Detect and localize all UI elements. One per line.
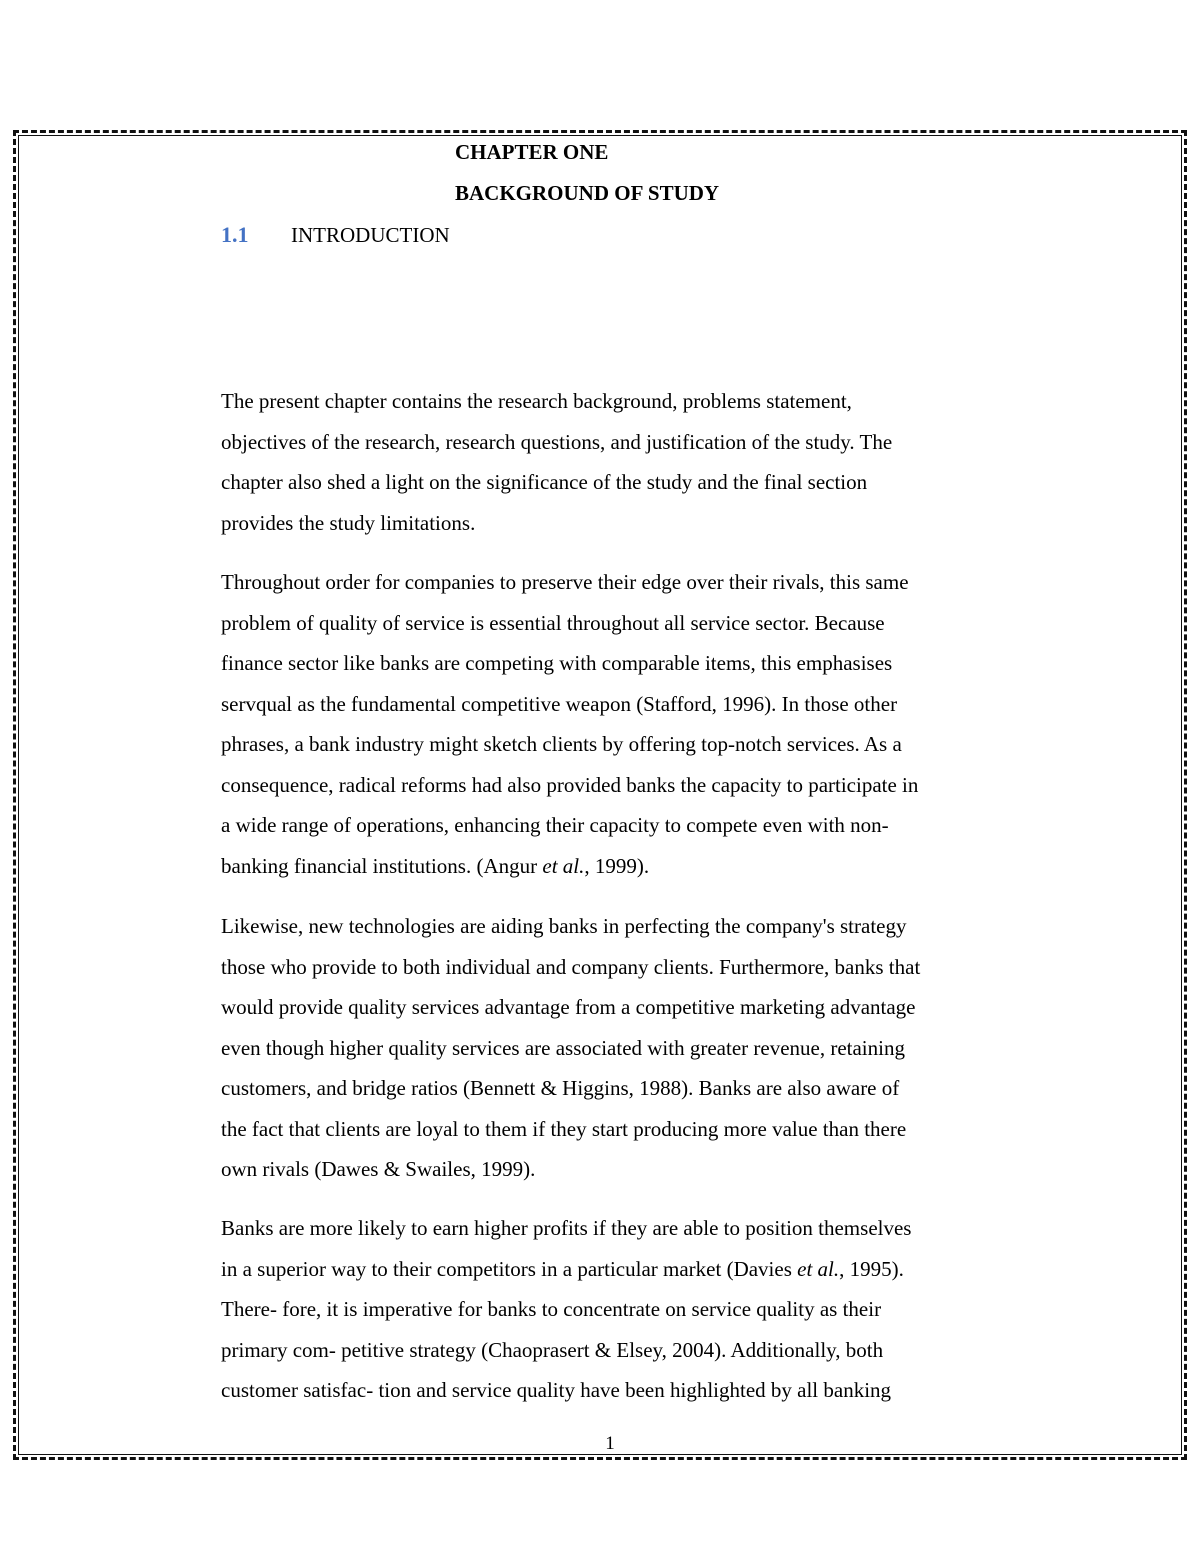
paragraph-line: servqual as the fundamental competitive weapon (Stafford, 1996). In those other <box>221 691 898 716</box>
paragraph-line: Throughout order for companies to preserve their edge over their rivals, this same <box>221 570 909 594</box>
paragraph-line: even though higher quality services are associated with greater revenue, retaining <box>221 1035 905 1060</box>
citation-text: banking financial institutions. (Angur <box>221 853 543 878</box>
paragraph-line: The present chapter contains the research background, problems statement, <box>221 389 852 413</box>
section-number: 1.1 <box>221 222 249 247</box>
paragraph-3 <box>221 906 1021 1190</box>
page-number: 1 <box>605 1433 615 1454</box>
paragraph-line-citation <box>221 846 1021 887</box>
paragraph-1 <box>221 381 1021 543</box>
chapter-subtitle: BACKGROUND OF STUDY <box>455 181 720 205</box>
paragraph-line: phrases, a bank industry might sketch clients by offering top-notch services. As a <box>221 732 902 756</box>
paragraph-line: customers, and bridge ratios (Bennett & Higgins, 1988). Banks are also aware of <box>221 1076 900 1100</box>
paragraph-line: a wide range of operations, enhancing their capacity to compete even with non- <box>221 813 889 837</box>
citation-et-al: et al. <box>542 853 585 878</box>
paragraph-line: chapter also shed a light on the significance of the study and the final section <box>221 470 868 494</box>
section-title: INTRODUCTION <box>291 223 450 247</box>
chapter-title: CHAPTER ONE <box>455 140 609 164</box>
paragraph-line: those who provide to both individual and company clients. Furthermore, banks that <box>221 954 921 979</box>
paragraph-line: There- fore, it is imperative for banks to concentrate on service quality as their <box>221 1297 882 1321</box>
paragraph-line: own rivals (Dawes & Swailes, 1999). <box>221 1157 536 1181</box>
citation-et-al: et al. <box>797 1256 840 1281</box>
paragraph-line: Banks are more likely to earn higher profits if they are able to position themselves <box>221 1216 912 1240</box>
paragraph-line: customer satisfac- tion and service quality have been highlighted by all banking <box>221 1378 892 1402</box>
paragraph-line: finance sector like banks are competing with comparable items, this emphasises <box>221 651 893 675</box>
paragraph-line: the fact that clients are loyal to them if they start producing more value than there <box>221 1116 907 1141</box>
citation-text: in a superior way to their competitors in a particular market (Davies <box>221 1256 798 1281</box>
paragraph-4 <box>221 1208 1021 1411</box>
paragraph-line: consequence, radical reforms had also provided banks the capacity to participate in <box>221 772 919 797</box>
paragraph-line: objectives of the research, research questions, and justification of the study. The <box>221 429 893 454</box>
citation-year: , 1999). <box>584 853 650 878</box>
paragraph-line: problem of quality of service is essential throughout all service sector. Because <box>221 610 885 635</box>
paragraph-line: primary com- petitive strategy (Chaoprasert & Elsey, 2004). Additionally, both <box>221 1337 884 1362</box>
paragraph-line: provides the study limitations. <box>221 510 476 535</box>
citation-year: , 1995). <box>839 1256 904 1281</box>
paragraph-line-citation <box>221 1249 1021 1290</box>
paragraph-line: would provide quality services advantage from a competitive marketing advantage <box>221 995 916 1019</box>
paragraph-2 <box>221 562 1021 886</box>
paragraph-line: Likewise, new technologies are aiding banks in perfecting the company's strategy <box>221 914 907 938</box>
